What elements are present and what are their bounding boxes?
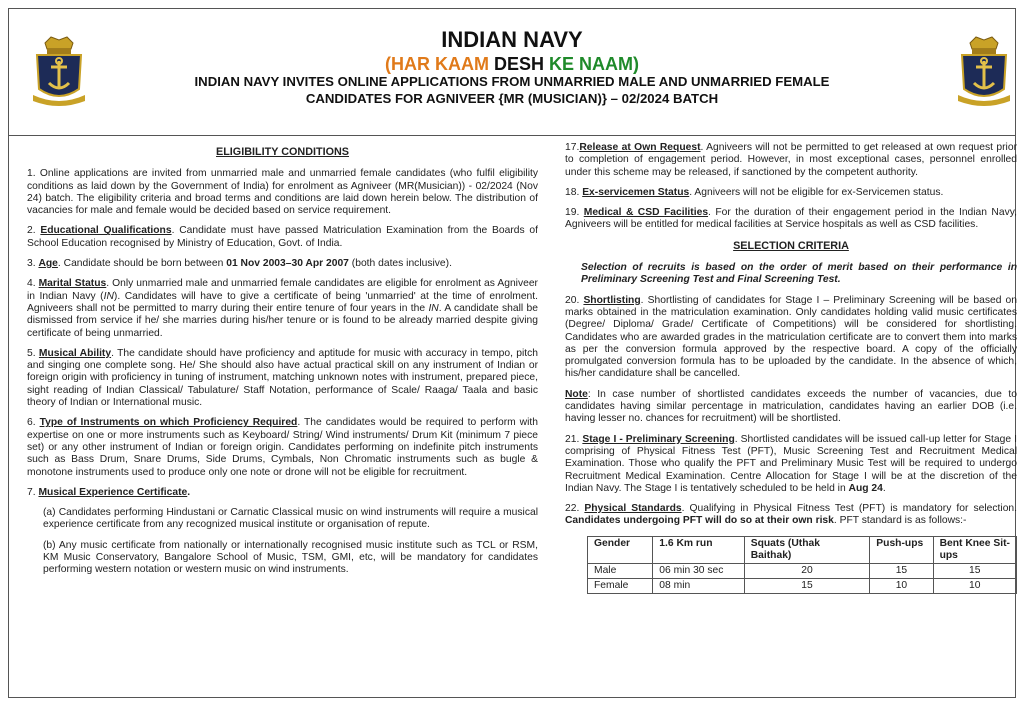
para-text: . Agniveers will not be eligible for ex-Servicemen status. (689, 186, 944, 198)
para-title: Note (565, 388, 588, 400)
table-cell: 20 (744, 563, 870, 578)
paragraph-2 (27, 225, 538, 250)
table-cell: 15 (744, 578, 870, 593)
table-cell: 08 min (653, 578, 744, 593)
para-text: IN (103, 290, 114, 302)
para-text: . (187, 486, 191, 498)
page-subtitle (119, 73, 905, 107)
para-text: . PFT standard is as follows:- (833, 515, 967, 527)
para-number: 2. (27, 225, 41, 237)
motto-part: DESH (493, 54, 549, 74)
para-title: Musical Ability (38, 347, 112, 359)
para-text: . Shortlisted candidates will be issued call-up letter for Stage I comprising of Physical Fitness Test (PFT), Music Screening Test and Recruitment Medical Examination. Those who qualify the PFT and Preliminary Music Test will be required to undergo Recruitment Medical Examination. Centre Allocation for Stage I will be at the discretion of the Indian Navy. The Stage I is tentatively scheduled to be held in (565, 433, 1017, 494)
column-header: Squats (Uthak Baithak) (744, 536, 870, 563)
para-text: (both dates inclusive). (348, 258, 452, 270)
page-title: INDIAN NAVY (441, 27, 583, 52)
section-heading-eligibility: ELIGIBILITY CONDITIONS (216, 146, 349, 158)
para-text: . Shortlisting of candidates for Stage I – Preliminary Screening will be based on marks obtained in the matriculation examination. Only candidates holding valid music certificates (Degree/ Diploma/ Grade/ Certificate of Competitions) will be considered for shortlisting. Candidates who are awarded grades in the matriculation certificate are to convert them into marks as per the conversion formula approved by the respective board. A copy of the officially promulgated conversion formula has to be uploaded by the candidate. In the absence of which, his/her candidature shall be cancelled. (565, 294, 1017, 380)
subtitle-line: CANDIDATES FOR AGNIVEER {MR (MUSICIAN)} – 02/2024 BATCH (305, 91, 719, 106)
table-row (588, 563, 1017, 578)
pft-standards-table (587, 536, 1017, 594)
para-number: 21. (565, 433, 583, 445)
para-title: Musical Experience Certificate (38, 486, 188, 498)
para-text: . (882, 482, 886, 494)
table-cell: Female (588, 578, 653, 593)
para-title: Type of Instruments on which Proficiency Required (39, 417, 298, 429)
para-number: 6. (27, 417, 40, 429)
para-text: . Candidate should be born between (57, 258, 227, 270)
para-text: . Agniveers will not be permitted to get released at own request prior to completion of engagement period. However, in most exceptional cases, personnel enrolled under this scheme may be released, if sanctioned by the competent authority. (565, 142, 1017, 178)
para-title: Ex-servicemen Status (582, 186, 690, 198)
para-text: . A candidate shall be dismissed from service if he/ she marries during his/her tenure or is found to be already married despite giving certificate of being unmarried. (27, 302, 538, 339)
para-text: . The candidates would be required to perform with expertise on one or more instruments such as Keyboard/ String/ Wind instruments/ Drum Kit (minimum 7 piece set) or any other instrument of Indian or foreign origin. Candidates performing on indefinite pitch instruments such as Bass Drum, Snare Drums, Side Drums, Cymbals, Non Chromatic instruments such as bugle & monotone instruments used to produce only one note or drone will not be eligible for recruitment. (27, 417, 538, 478)
table-row (588, 578, 1017, 593)
para-text: . Only unmarried male and unmarried female candidates are eligible for enrolment as Agniveer in Indian Navy ( (27, 278, 538, 302)
paragraph-18 (565, 187, 1017, 199)
paragraph-7 (27, 487, 538, 499)
para-number: 17. (565, 142, 580, 153)
paragraph-7b: (b) Any music certificate from nationally or internationally recognised music institute such as TCL or RSM, KM Music Conservatory, Bangalore School of Music, TSM, GMI, etc, will be mandatory for candidates performing western notation or western music on wind instruments. (43, 539, 538, 576)
section-heading-selection: SELECTION CRITERIA (733, 239, 849, 252)
table-cell: 06 min 30 sec (653, 563, 744, 578)
paragraph-20 (565, 295, 1017, 381)
para-title: Medical & CSD Facilities (583, 207, 709, 219)
para-title: Stage I - Preliminary Screening (582, 433, 735, 445)
date-range: 01 Nov 2003–30 Apr 2007 (226, 258, 349, 270)
paragraph-21 (565, 434, 1017, 495)
table-cell: 10 (933, 578, 1016, 593)
table-cell: 10 (870, 578, 933, 593)
para-number: 19. (565, 207, 584, 219)
para-number: 3. (27, 258, 39, 270)
para-text: : In case number of shortlisted candidates exceeds the number of vacancies, due to candidates having similar percentage in matriculation, candidates having an earlier DOB (i.e. having lesser no. chances for recruitment) will be shortlisted. (565, 388, 1017, 425)
para-number: 22. (565, 503, 585, 515)
paragraph-6 (27, 417, 538, 478)
para-number: 7. (27, 486, 39, 498)
para-title: Physical Standards (584, 503, 682, 515)
column-header: Bent Knee Sit-ups (933, 536, 1016, 563)
column-header: Gender (588, 536, 653, 563)
paragraph-19 (565, 207, 1017, 232)
para-text: . For the duration of their engagement period in the Indian Navy, Agniveers will be entitled for medical facilities at Service hospitals as well as CSD facilities. (565, 207, 1017, 231)
paragraph-22 (565, 503, 1017, 528)
motto (9, 54, 1015, 75)
para-title: Educational Qualifications (40, 225, 172, 237)
selection-intro: Selection of recruits is based on the order of merit based on their performance in Preliminary Screening Test and Final Screening Test. (581, 262, 1017, 286)
para-title: Marital Status (38, 278, 107, 290)
column-header: 1.6 Km run (653, 536, 744, 563)
document-header (9, 9, 1015, 136)
para-text: IN (428, 302, 439, 314)
right-column (565, 142, 1017, 594)
para-text: . Candidate must have passed Matriculation Examination from the Boards of School Education recognised by Ministry of Education, Govt. of India. (27, 225, 539, 249)
paragraph-4 (27, 278, 538, 339)
table-cell: 15 (870, 563, 933, 578)
left-column (27, 142, 538, 585)
table-cell: 15 (933, 563, 1016, 578)
column-header: Push-ups (870, 536, 933, 563)
para-number: 4. (27, 278, 39, 290)
schedule-date: Aug 24 (848, 482, 883, 494)
motto-part: (HAR KAAM (385, 54, 494, 74)
para-text: . The candidate should have proficiency and aptitude for music with accuracy in tempo, pitch and singing one complete song. He/ She should also have actual practical skill on any instrument of Indian or foreign origin with proficiency in tuning of instrument, matching unknown notes with instrument, prepared piece, sight reading of Indian Classical/ Tabulature/ Staff Notation, performance of Scale/ Raaga/ Taala and basic theory of Indian or International music. (27, 347, 539, 409)
para-title: Age (38, 258, 58, 270)
paragraph-3 (27, 258, 538, 270)
para-text: . Qualifying in Physical Fitness Test (PFT) is mandatory for selection. (681, 503, 1018, 515)
para-number: 20. (565, 294, 584, 306)
para-number: 18. (565, 186, 583, 198)
table-header-row (588, 536, 1017, 563)
table-cell: Male (588, 563, 653, 578)
subtitle-line: INDIAN NAVY INVITES ONLINE APPLICATIONS FROM UNMARRIED MALE AND UNMARRIED FEMALE (194, 74, 830, 89)
paragraph-17 (565, 142, 1017, 179)
para-title: Shortlisting (583, 294, 641, 306)
paragraph-5 (27, 348, 538, 409)
para-text: ). Candidates will have to give a certificate of being 'unmarried' at the time of enrolment. Agniveers shall not be permitted to marry during their entire tenure of four years in the (27, 290, 538, 314)
motto-part: KE NAAM) (549, 54, 639, 74)
note-paragraph (565, 389, 1017, 426)
para-title: Release at Own Request (579, 142, 701, 153)
para-text: Candidates undergoing PFT will do so at their own risk (565, 515, 834, 527)
paragraph-1: 1. Online applications are invited from unmarried male and unmarried female candidates (who fulfil eligibility conditions as laid down by the Government of India) for enrolment as Agniveer (MR(Musician)) - 02/2024 (Nov 24) batch. The eligibility criteria and broad terms and conditions are laid down herein below. The distribution of vacancies for male and female would be decided based on service requirement. (27, 168, 538, 217)
para-number: 5. (27, 347, 39, 359)
paragraph-7a: (a) Candidates performing Hindustani or Carnatic Classical music on wind instruments will require a musical experience certificate from any recognized musical institute or organisation of repute. (43, 507, 538, 531)
